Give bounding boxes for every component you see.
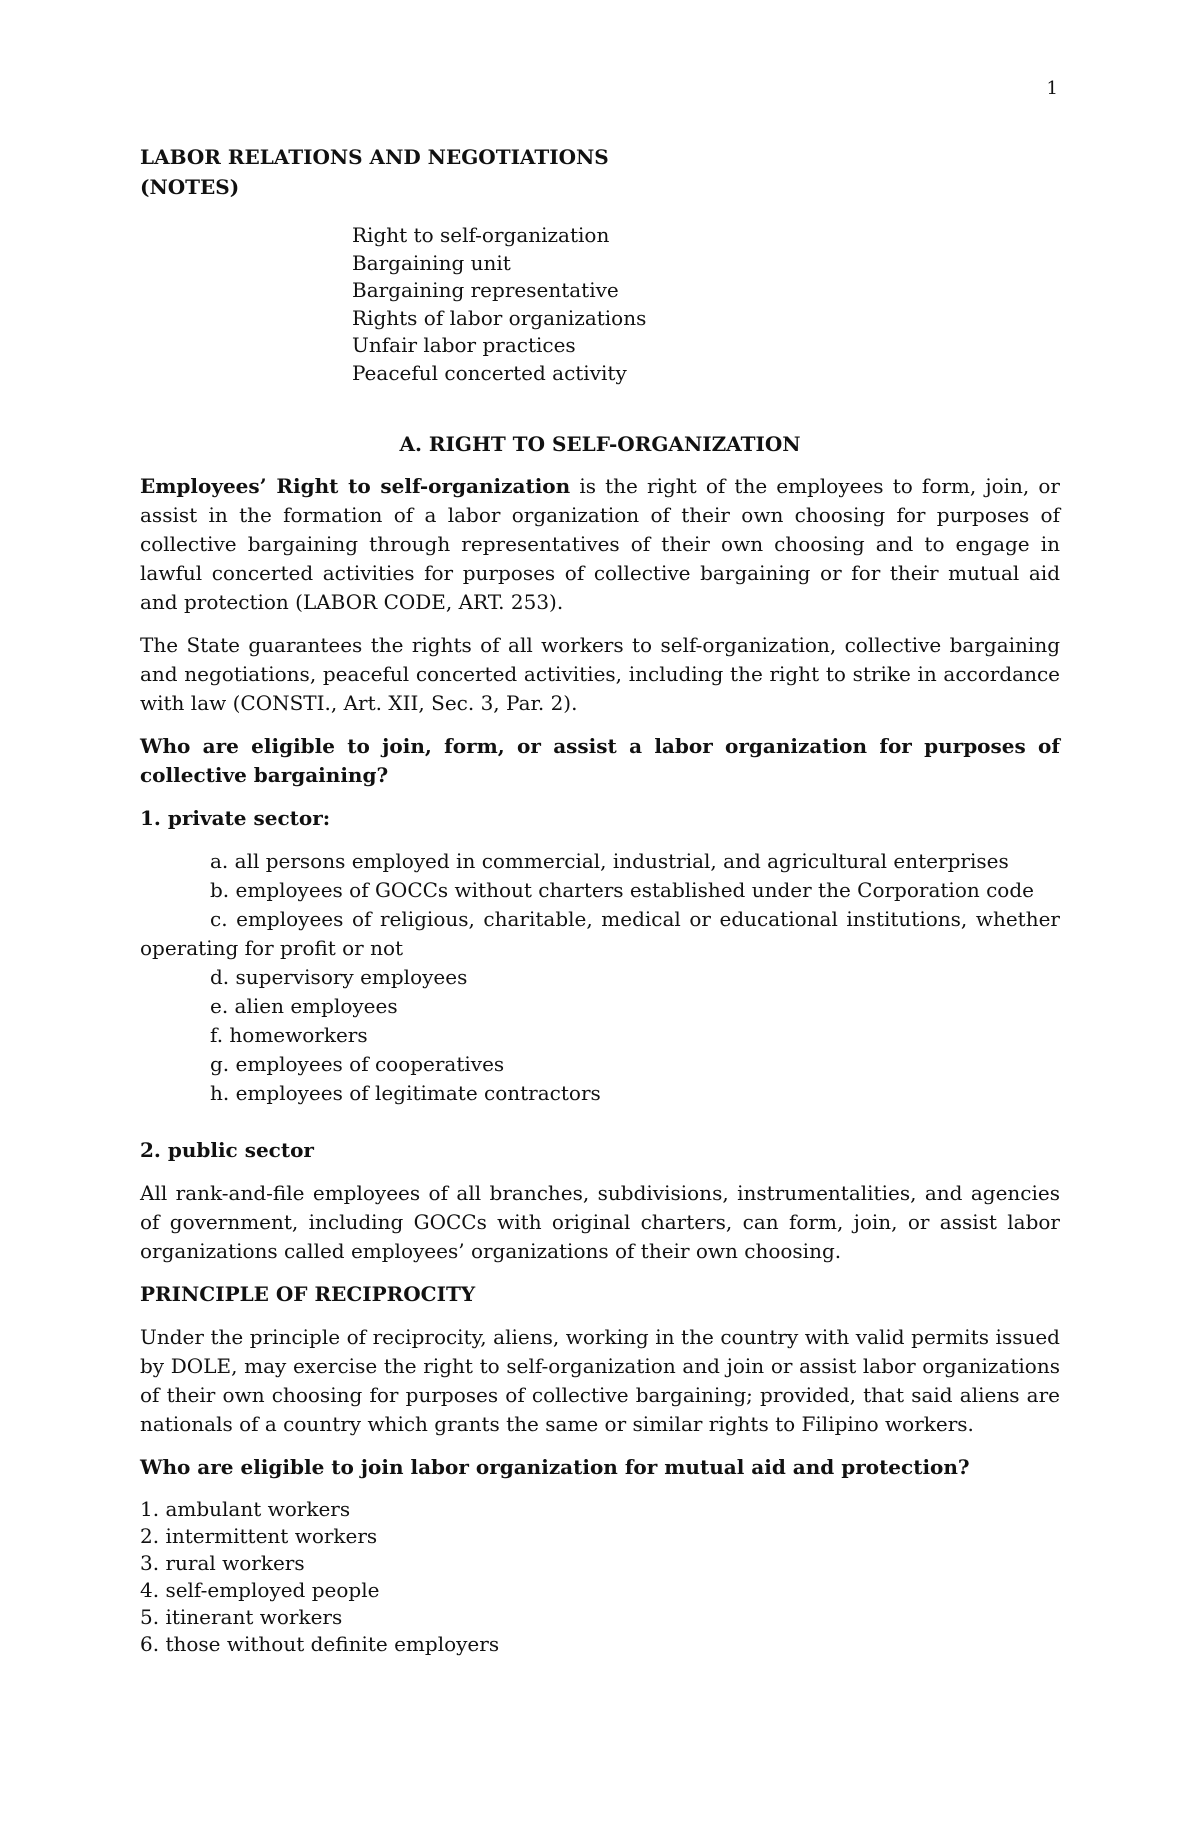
- list-item: 4. self-employed people: [140, 1578, 380, 1602]
- list-item: d. supervisory employees: [210, 965, 468, 989]
- topic-item: Peaceful concerted activity: [352, 360, 627, 385]
- mutual-aid-list: [140, 1496, 1060, 1658]
- document-body: [140, 472, 1060, 1658]
- definition-text: is the right of the employees to form, join, or assist in the formation of a labor organization of their own choosing for purposes of collective bargaining through representatives of their own choosing and to engage in lawful concerted activities for purposes of collective bargaining or for their mutual aid and protection (LABOR CODE, ART. 253).: [140, 474, 1060, 614]
- topic-item: Unfair labor practices: [352, 333, 576, 357]
- definition-paragraph: [140, 472, 1060, 617]
- list-item: 6. those without definite employers: [140, 1632, 500, 1656]
- list-item: g. employees of cooperatives: [210, 1052, 505, 1076]
- list-item: e. alien employees: [210, 994, 398, 1018]
- list-item: 3. rural workers: [140, 1551, 305, 1575]
- list-item: f. homeworkers: [210, 1023, 368, 1047]
- topic-item: Bargaining unit: [352, 250, 511, 275]
- page-number: 1: [1046, 78, 1058, 99]
- list-item: b. employees of GOCCs without charters established under the Corporation code: [210, 878, 1034, 902]
- eligibility-question: Who are eligible to join, form, or assist a labor organization for purposes of collective bargaining?: [140, 734, 1060, 787]
- public-sector-heading: 2. public sector: [140, 1138, 314, 1162]
- constitution-paragraph: The State guarantees the rights of all workers to self-organization, collective bargaining and negotiations, peaceful concerted activities, including the right to strike in accordance with law (CONSTI., Art. XII, Sec. 3, Par. 2).: [140, 633, 1060, 715]
- reciprocity-heading: PRINCIPLE OF RECIPROCITY: [140, 1282, 476, 1306]
- private-sector-heading: 1. private sector:: [140, 806, 331, 830]
- private-sector-list: [140, 847, 1060, 1108]
- list-item: 5. itinerant workers: [140, 1605, 343, 1629]
- document-title: [140, 142, 609, 202]
- reciprocity-paragraph: Under the principle of reciprocity, aliens, working in the country with valid permits issued by DOLE, may exercise the right to self-organization and join or assist labor organizations of their own choosing for purposes of collective bargaining; provided, that said aliens are nationals of a country which grants the same or similar rights to Filipino workers.: [140, 1325, 1060, 1436]
- section-heading: A. RIGHT TO SELF-ORGANIZATION: [399, 432, 801, 456]
- topic-item: Right to self-organization: [352, 223, 610, 247]
- topic-item: Rights of labor organizations: [352, 305, 647, 330]
- title-line-2: (NOTES): [140, 175, 240, 199]
- list-item: a. all persons employed in commercial, industrial, and agricultural enterprises: [210, 849, 1009, 873]
- definition-term: Employees’ Right to self-organization: [140, 474, 571, 498]
- title-line-1: LABOR RELATIONS AND NEGOTIATIONS: [140, 145, 609, 169]
- list-item: 1. ambulant workers: [140, 1497, 351, 1521]
- list-item: c. employees of religious, charitable, medical or educational institutions, whether operating for profit or not: [140, 907, 1060, 960]
- list-item: h. employees of legitimate contractors: [210, 1081, 601, 1105]
- list-item: 2. intermittent workers: [140, 1524, 378, 1548]
- public-sector-paragraph: All rank-and-file employees of all branches, subdivisions, instrumentalities, and agencies of government, including GOCCs with original charters, can form, join, or assist labor organizations called employees’ organizations of their own choosing.: [140, 1181, 1060, 1263]
- topic-item: Bargaining representative: [352, 278, 619, 302]
- mutual-aid-question: Who are eligible to join labor organization for mutual aid and protection?: [140, 1455, 970, 1479]
- topics-list: [352, 222, 646, 387]
